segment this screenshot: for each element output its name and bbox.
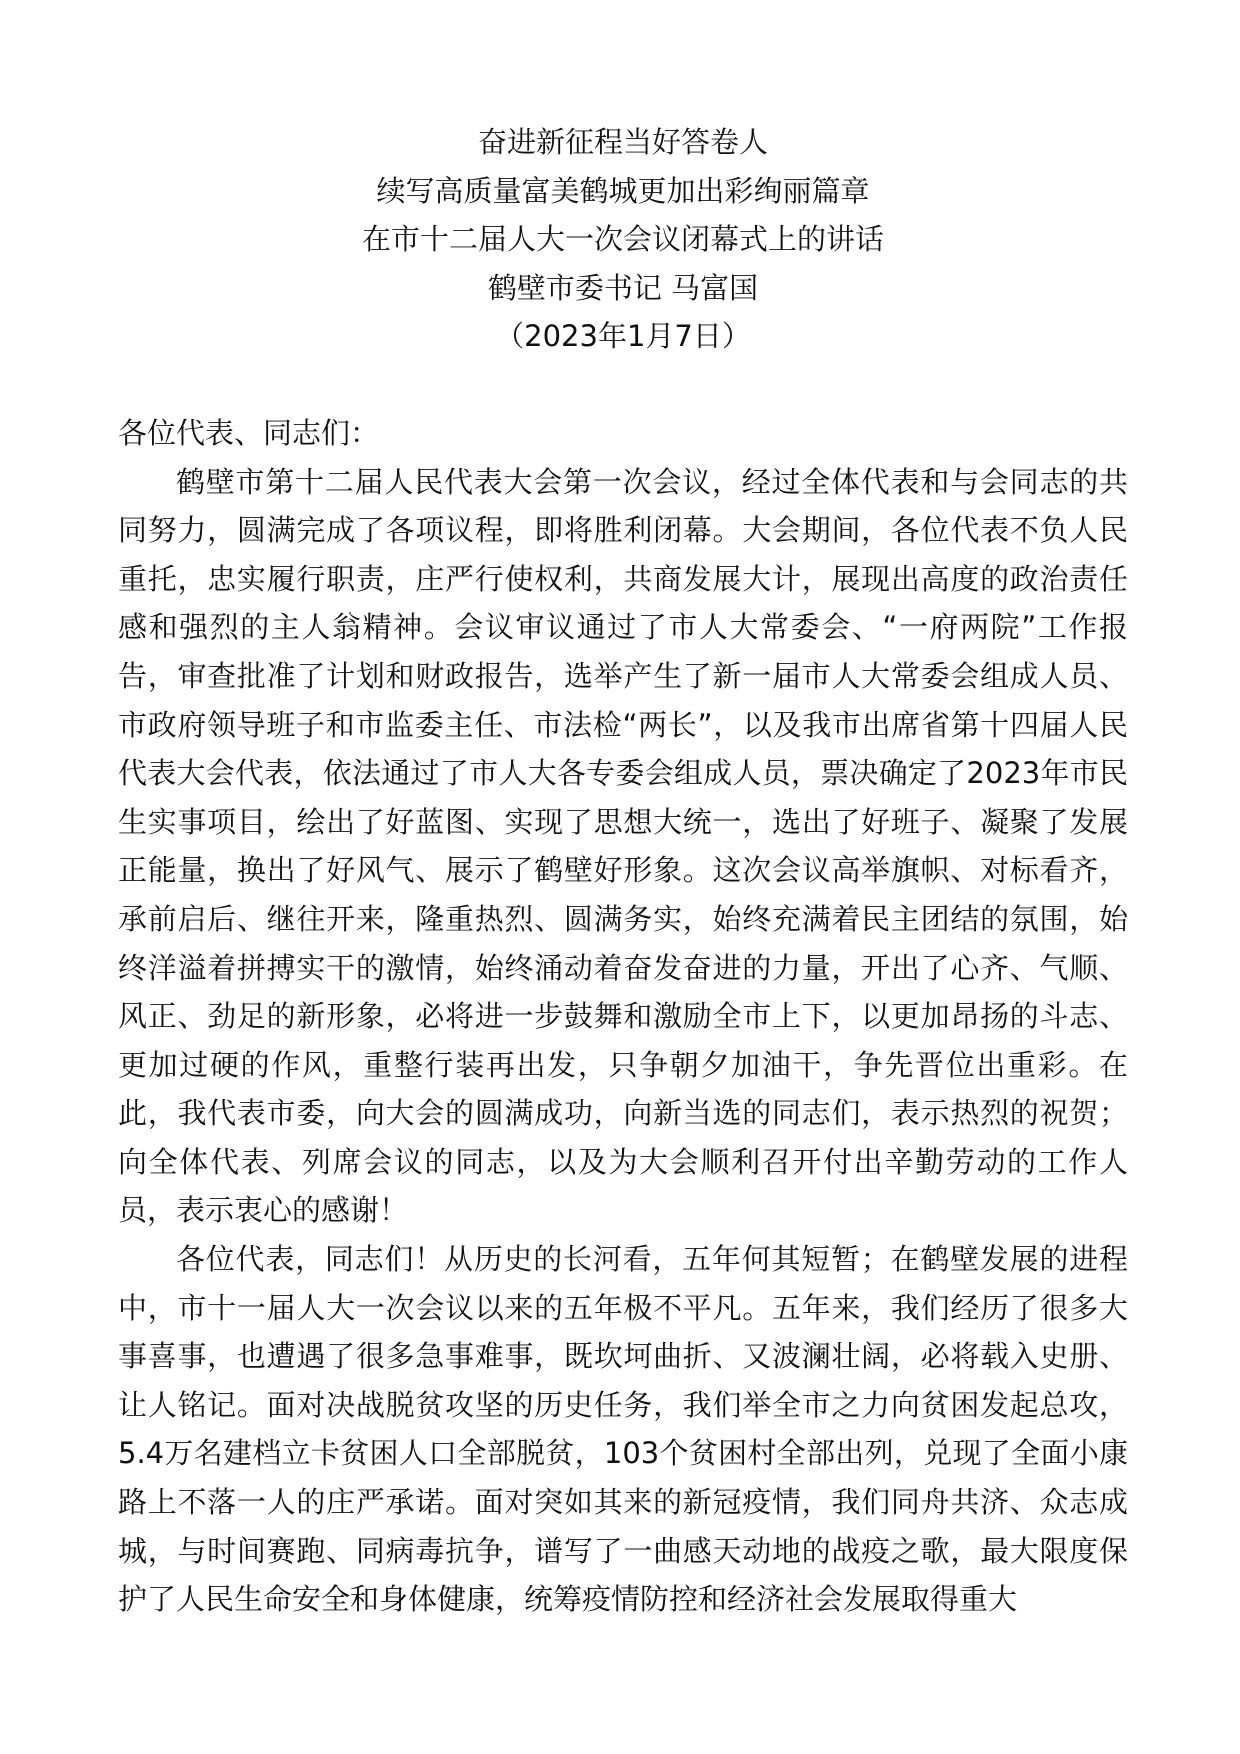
main-title: 奋进新征程当好答卷人 — [477, 125, 768, 159]
speaker-line: 鹤壁市委书记 马富国 — [487, 270, 759, 305]
body-paragraph: 各位代表，同志们！从历史的长河看，五年何其短暂；在鹤壁发展的进程中，市十一届人大一次会议以来的五年极不平凡。五年来，我们经历了很多大事喜事，也遭遇了很多急事难事，既坎坷曲折、又波澜壮阔，必将载入史册、让人铭记。面对决战脱贫攻坚的历史任务，我们举全市之力向贫困发起总攻，5.4万名建档立卡贫困人口全部脱贫，103个贫困村全部出列，兑现了全面小康路上不落一人的庄严承诺。面对突如其来的新冠疫情，我们同舟共济、众志成城，与时间赛跑、同病毒抗争，谱写了一曲感天动地的战疫之歌，最大限度保护了人民生命安全和身体健康，统筹疫情防控和经济社会发展取得重大 — [118, 1242, 1128, 1617]
sub-title: 续写高质量富美鹤城更加出彩绚丽篇章 — [376, 173, 870, 208]
body-paragraph: 鹤壁市第十二届人民代表大会第一次会议，经过全体代表和与会同志的共同努力，圆满完成了各项议程，即将胜利闭幕。大会期间，各位代表不负人民重托，忠实履行职责，庄严行使权利，共商发展大计，展现出高度的政治责任感和强烈的主人翁精神。会议审议通过了市人大常委会、“一府两院”工作报告，审查批准了计划和财政报告，选举产生了新一届市人大常委会组成人员、市政府领导班子和市监委主任、市法检“两长”，以及我市出席省第十四届人民代表大会代表，依法通过了市人大各专委会组成人员，票决确定了2023年市民生实事项目，绘出了好蓝图、实现了思想大统一，选出了好班子、凝聚了发展正能量，换出了好风气、展示了鹤壁好形象。这次会议高举旗帜、对标看齐，承前启后、继往开来，隆重热烈、圆满务实，始终充满着民主团结的氛围，始终洋溢着拼搏实干的激情，始终涌动着奋发奋进的力量，开出了心齐、气顺、风正、劲足的新形象，必将进一步鼓舞和激励全市上下，以更加昂扬的斗志、更加过硬的作风，重整行装再出发，只争朝夕加油干，争先晋位出重彩。在此，我代表市委，向大会的圆满成功，向新当选的同志们，表示热烈的祝贺；向全体代表、列席会议的同志，以及为大会顺利召开付出辛勤劳动的工作人员，表示衷心的感谢！ — [118, 464, 1128, 1228]
title-block — [118, 118, 1128, 361]
document-page — [118, 118, 1128, 1624]
date-line: （2023年1月7日） — [495, 319, 751, 354]
salutation: 各位代表、同志们： — [118, 415, 380, 450]
occasion-line: 在市十二届人大一次会议闭幕式上的讲话 — [361, 222, 884, 257]
